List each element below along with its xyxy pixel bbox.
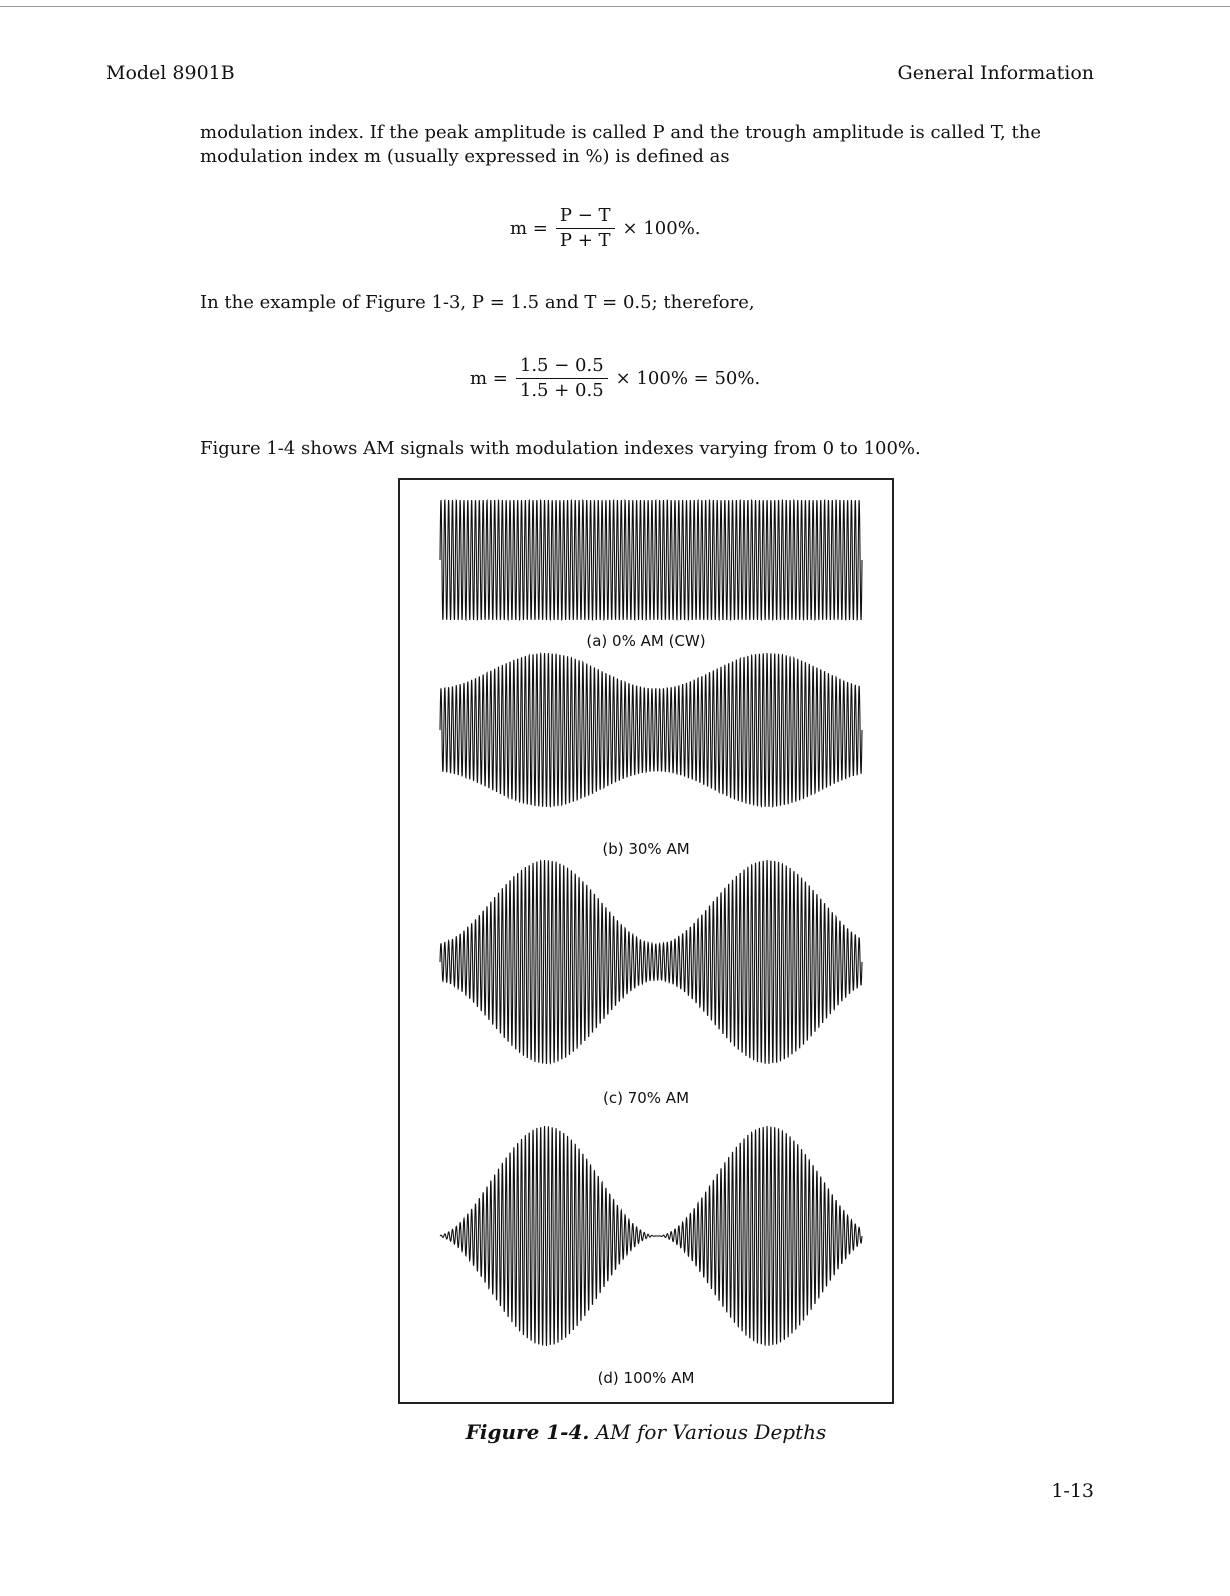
eq1-numerator: P − T xyxy=(556,206,615,229)
equation-example xyxy=(470,356,760,401)
eq1-fraction xyxy=(556,206,615,251)
panel-label-a: (a) 0% AM (CW) xyxy=(586,632,706,650)
eq2-fraction xyxy=(516,356,608,401)
header-model: Model 8901B xyxy=(106,62,235,84)
panel-label-b: (b) 30% AM xyxy=(602,840,690,858)
equation-modulation-index xyxy=(510,206,701,251)
am-waveform-c xyxy=(440,860,862,1064)
eq2-lhs: m = xyxy=(470,368,508,389)
panel-label-d: (d) 100% AM xyxy=(597,1369,695,1387)
eq2-denominator: 1.5 + 0.5 xyxy=(519,380,604,401)
paragraph-figure-intro: Figure 1-4 shows AM signals with modulation indexes varying from 0 to 100%. xyxy=(200,438,921,459)
eq1-rhs: × 100%. xyxy=(622,218,701,239)
am-figure xyxy=(398,478,894,1404)
caption-label: Figure 1-4. xyxy=(465,1420,590,1444)
figure-caption xyxy=(398,1420,894,1444)
top-rule xyxy=(0,6,1230,7)
am-waveform-a xyxy=(440,500,862,620)
panel-label-c: (c) 70% AM xyxy=(602,1089,690,1107)
am-waveform-b xyxy=(440,653,862,807)
eq2-numerator: 1.5 − 0.5 xyxy=(516,356,608,379)
header-section: General Information xyxy=(897,62,1094,84)
am-waveform-d xyxy=(440,1126,862,1346)
eq1-lhs: m = xyxy=(510,218,548,239)
paragraph-example: In the example of Figure 1-3, P = 1.5 and T = 0.5; therefore, xyxy=(200,292,755,313)
caption-text: AM for Various Depths xyxy=(595,1420,827,1444)
paragraph-modulation-index: modulation index. If the peak amplitude is called P and the trough amplitude is called T, the modulation index m (usually expressed in %) is defined as xyxy=(200,122,1041,167)
am-waveforms xyxy=(400,480,896,1406)
page-number: 1-13 xyxy=(1051,1480,1094,1502)
eq1-denominator: P + T xyxy=(559,230,611,251)
eq2-rhs: × 100% = 50%. xyxy=(615,368,761,389)
